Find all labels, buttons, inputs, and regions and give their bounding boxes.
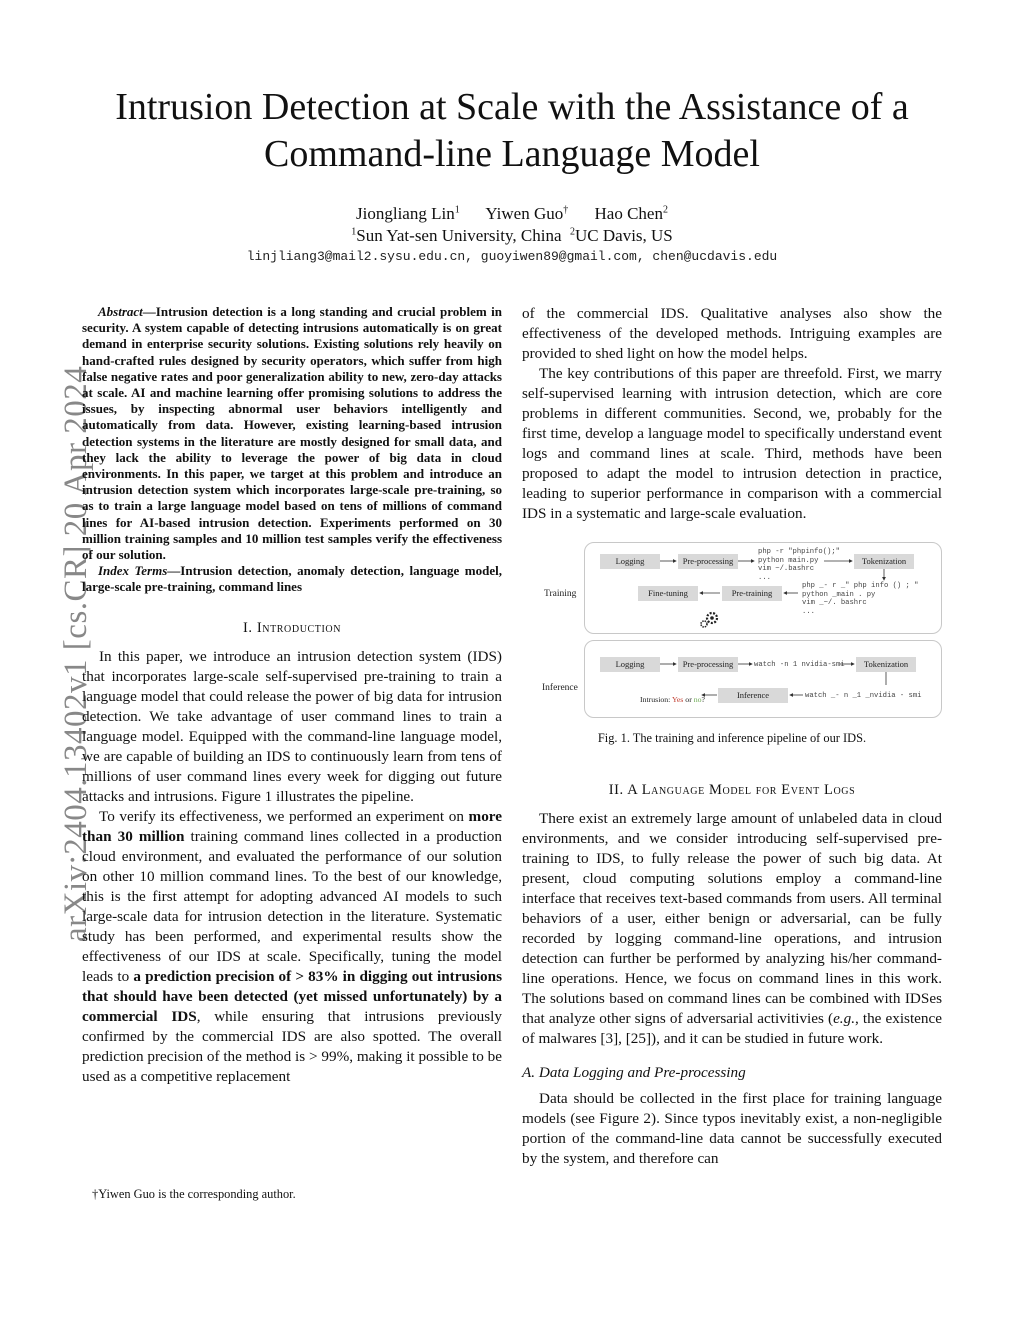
author-mark: 1 [454, 204, 460, 216]
section-heading-introduction: I. Introduction [242, 619, 342, 636]
figure-arrows [522, 542, 942, 722]
intrusion-output: Intrusion: Yes or no? [640, 695, 706, 704]
affiliation-name: Sun Yat-sen University, China [356, 226, 562, 245]
subsection-heading: A. Data Logging and Pre-processing [522, 1064, 746, 1081]
left-column [82, 304, 502, 1087]
abstract-label: Abstract [98, 304, 143, 319]
section2-paragraph: There exist an extremely large amount of unlabeled data in cloud environments, and we consider introducing self-supervised pre-training to IDS, to fully release the power of such big data. At present, cloud computing solutions employ a command-line interface that receives text-based commands from users. All terminal behaviors of a user, either benign or adversarial, can be fully recorded by logging command-line operations, and intrusion detection can further be performed by analyzing his/her command-line operations. Hence, we focus on command lines in this work. The solutions based on command lines can be combined with IDSes that analyze other signs of adversarial activitivies (e.g., the existence of malwares [3], [25]), and it can be studied in future work. [522, 810, 942, 1047]
inference-tokenization-box: Tokenization [856, 657, 916, 672]
inference-tokens: watch _- n _1 _nvidia - smi [805, 692, 922, 700]
author-name: Hao Chen [594, 204, 663, 223]
subsection-paragraph: Data should be collected in the first place for training language models (see Figure 2). Since typos inevitably exist, a non-negligible portion of the command-line data cannot be successfully executed by the system, and therefore can [522, 1090, 942, 1167]
finetuning-box: Fine-tuning [638, 586, 698, 601]
pretraining-box: Pre-training [722, 586, 782, 601]
author-mark: 2 [662, 204, 668, 216]
arxiv-stamp: arXiv:2404.13402v1 [cs.CR] 20 Apr 2024 [58, 365, 94, 942]
inference-label: Inference [542, 683, 578, 693]
affiliation-mark: 2 [570, 226, 575, 238]
affiliation-name: UC Davis, US [575, 226, 673, 245]
inference-preprocessing-box: Pre-processing [678, 657, 738, 672]
right-paragraph-continuation: of the commercial IDS. Qualitative analyses also show the effectiveness of the developed methods. Intriguing examples are provided to shed light on how the model helps. [522, 305, 942, 362]
inference-model-box: Inference [718, 688, 788, 703]
paper-title: Intrusion Detection at Scale with the Assistance of a Command-line Language Model [115, 86, 909, 175]
section-heading-language-model: II. A Language Model for Event Logs [608, 782, 856, 798]
inference-logging-box: Logging [600, 657, 660, 672]
inference-command: watch -n 1 nvidia-smi [754, 661, 845, 669]
affiliations [0, 225, 1024, 247]
author-emails: linjliang3@mail2.sysu.edu.cn, guoyiwen89@gmail.com, chen@ucdavis.edu [246, 249, 778, 264]
affiliation-mark: 1 [351, 226, 357, 238]
figure-1-pipeline [522, 542, 942, 722]
figure-caption: Fig. 1. The training and inference pipeline of our IDS. [597, 731, 867, 745]
preprocessing-box: Pre-processing [678, 554, 738, 569]
gear-icon [701, 613, 717, 627]
intro-paragraph-2: To verify its effectiveness, we performed an experiment on more than 30 million training command lines collected in a production cloud environment, and evaluated the performance of our solution on other 10 million command lines. To the best of our knowledge, this is the first attempt for adopting advanced AI models to such large-scale data for intrusion detection in the literature. Systematic study has been performed, and experimental results show the effectiveness of our IDS at scale. Specifically, tuning the model leads to a prediction precision of > 83% in digging out intrusions that should have been detected (yet missed unfortunately) by a commercial IDS, while ensuring that intrusions previously confirmed by the commercial IDS are also spotted. The overall prediction precision of the method is > 99%, making it possible to be used as a competitive replacement [82, 807, 502, 1085]
author-mark: † [563, 204, 569, 216]
authors [0, 202, 1024, 226]
index-terms-label: Index Terms [98, 563, 168, 579]
author-name: Yiwen Guo [485, 204, 564, 223]
author-name: Jiongliang Lin [356, 204, 455, 223]
footnote: †Yiwen Guo is the corresponding author. [92, 1187, 296, 1201]
training-label: Training [544, 589, 577, 599]
tokenization-box: Tokenization [854, 554, 914, 569]
index-terms [82, 563, 502, 595]
logging-box: Logging [600, 554, 660, 569]
right-column [522, 304, 942, 1169]
intro-paragraph-1: In this paper, we introduce an intrusion detection system (IDS) that incorporates large-scale self-supervised pre-training to train a language model that could release the power of big data for intrusion detection. We take advantage of user command lines to train a language model. Equipped with the command-line language model, we are capable of building an IDS to continuously learn from tens of millions of user command lines every week for digging out future attacks and intrusions. Figure 1 illustrates the pipeline. [82, 647, 502, 805]
abstract-text: —Intrusion detection is a long standing and crucial problem in security. A system capable of detecting intrusions automatically is on great demand in enterprise security solutions. Existing solutions rely heavily on hand-crafted rules designed by security operators, which suffer from high false negative rates and poor generalization ability to new, zero-day attacks at scale. AI and machine learning offer promising solutions to address the issues, by inspecting abnormal user behaviors intelligently and automatically from data. However, existing learning-based intrusion detection systems in the literature are mostly designed for small data, and they lack the ability to leverage the power of big data in cloud environments. In this paper, we target at this problem and introduce an intrusion detection system which incorporates large-scale pre-training, so as to train a large language model based on tens of millions of command lines for AI-based intrusion detection. Experiments performed on 30 million training samples and 10 million test samples verify the effectiveness of our solution. [82, 304, 502, 563]
index-terms-text: —Intrusion detection, anomaly detection, language model, large-scale pre-training, command lines [82, 563, 502, 595]
abstract [82, 304, 502, 563]
contributions-paragraph: The key contributions of this paper are threefold. First, we marry self-supervised learning with intrusion detection, which are core problems in different communities. Second, we, probably for the first time, develop a language model to specifically understand event logs and command lines at scale. Third, methods have been proposed to adapt the model to intrusion detection in practice, leading to superior performance in comparison with a commercial IDS in a systematic and large-scale evaluation. [522, 365, 942, 522]
raw-command-examples: php -r "phpinfo();" python main.py vim ~/.bashrc ... [758, 548, 840, 582]
tokenized-examples: php _- r _" php info () ; " python _main . py vim _~/. bashrc ... [802, 582, 919, 616]
